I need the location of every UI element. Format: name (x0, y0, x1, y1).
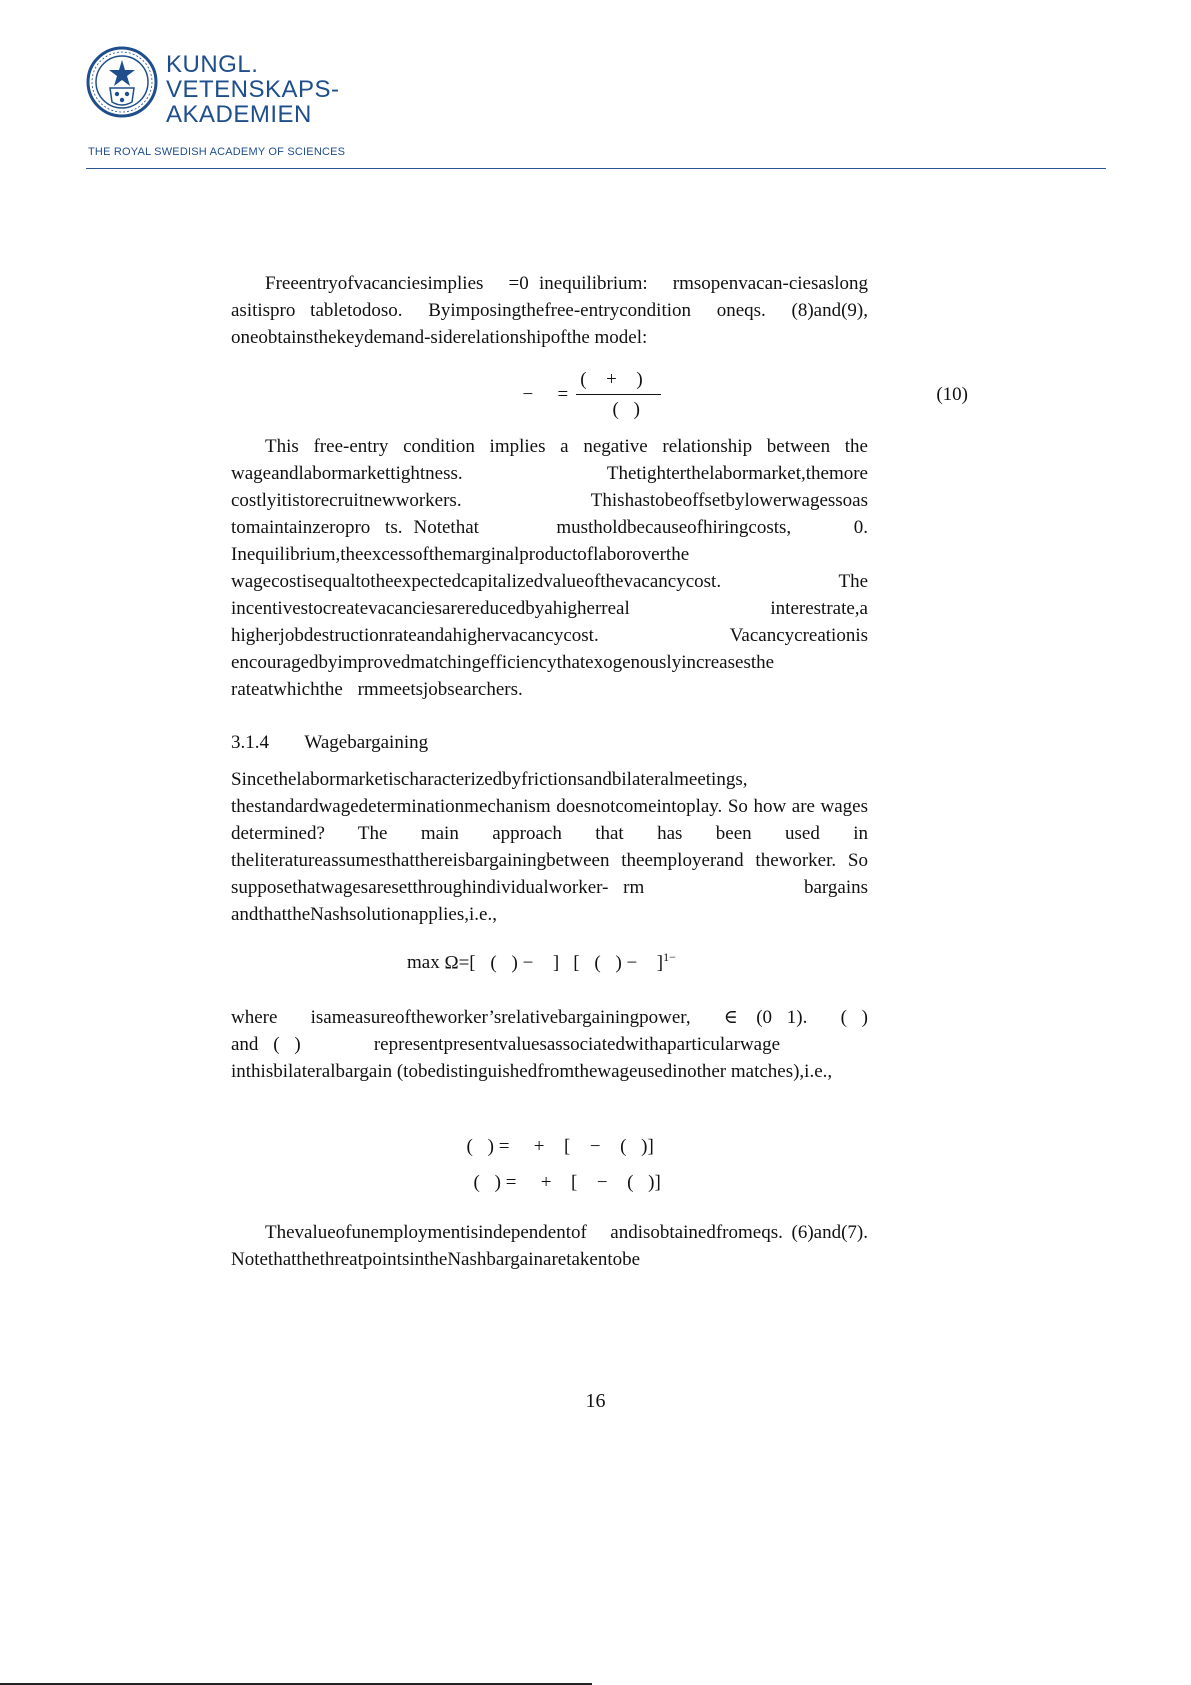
subsection-heading (231, 729, 868, 756)
value-equation-1: 􏰀􏰀(􏰀) = 􏰀 + 􏰀[􏰀 − 􏰀(􏰀)]􏰀 (437, 1136, 669, 1157)
equation-10 (231, 365, 968, 427)
org-name-line-1: KUNGL. (166, 51, 259, 78)
paragraph-bargaining-power: where􏰀 isameasureoftheworker’srelativebargainingpower,􏰀 ∈ (0􏰀1). 􏰀(􏰀) and􏰀(􏰀) representpresentvaluesassociatedwithaparticularwage 􏰀 inthisbilateralbargain (tobedistinguishedfromthewageusedinother matches),i.e., (231, 1007, 868, 1082)
nash-trailing: 􏰀 (690, 952, 705, 974)
nash-expression-2: [􏰀(􏰀) − 􏰀] (573, 952, 664, 974)
equation-number: (10) (936, 384, 968, 405)
organization-name (166, 52, 426, 127)
nash-exponent-1: 􏰀 (559, 950, 569, 964)
paragraph-unemployment-value: Thevalueofunemploymentisindependentof􏰀 andisobtainedfromeqs. (6)and(7). NotethatthethreatpointsintheNashbargainaretakentobe (231, 1222, 868, 1270)
nash-exponent-2: 1−􏰀 (663, 950, 686, 964)
paragraph-negative-relationship: This free-entry condition implies a negative relationship between the wageandlabormarkettightness. Thetighterthelabormarket,themore costlyitistorecruitnewworkers. Thishastobeoffsetbylowerwagessoas tomaintainzeropro􏰁ts. Notethat􏰀 􏰀 􏰀 mustholdbecauseofhiringcosts, 􏰀 􏰀 0. Inequilibrium,theexcessofthemarginalproductoflaboroverthe wagecostisequaltotheexpectedcapitalizedvalueofthevacancycost. The incentivestocreatevacanciesarereducedbyahigherreal interestrate,a higherjobdestructionrateandahighervacancycost. Vacancycreationis encouragedbyimprovedmatchingefficiencythatexogenouslyincreasesthe rateatwhichthe􏰁rmmeetsjobsearchers. (231, 436, 868, 700)
nash-max-operator (407, 949, 440, 991)
value-equation-2: 􏰀􏰀(􏰀) = 􏰀 + 􏰀[􏰀 − 􏰀(􏰀)]􏰀 (444, 1172, 676, 1193)
equation-10-trailing: 􏰀 (669, 383, 685, 405)
equation-10-lhs: 􏰀 − 􏰀 = (503, 383, 569, 405)
nash-expression-1: Ω=[􏰀(􏰀) − 􏰀] (444, 952, 560, 974)
academy-seal-logo (86, 46, 158, 118)
nash-equation (231, 940, 868, 1000)
paragraph-free-entry: Freeentryofvacanciesimplies􏰀 =0 inequilibrium: 􏰁rmsopenvacan-ciesaslong asitispro􏰁tabletodoso. Byimposingthefree-entrycondition oneqs. (8)and(9), oneobtainsthekeydemand-siderelationshipofthe model: (231, 273, 868, 348)
page-number: 16 (585, 1390, 606, 1412)
equation-10-fraction (576, 366, 661, 423)
equation-10-numerator: (􏰀 + 􏰀)􏰀 (576, 366, 661, 395)
nash-max-subscript: 􏰀 (421, 975, 432, 991)
value-equations (231, 1127, 868, 1203)
nash-max-label: max (407, 952, 440, 974)
organization-subtitle: THE ROYAL SWEDISH ACADEMY OF SCIENCES (88, 146, 346, 158)
subsection-title: Wagebargaining (304, 732, 429, 753)
page-body (231, 270, 968, 1273)
header-divider (86, 168, 1106, 169)
equation-10-denominator: 􏰀(􏰀) (597, 398, 640, 420)
paragraph-wage-bargaining: Sincethelabormarketischaracterizedbyfrictionsandbilateralmeetings, thestandardwagedeterminationmechanism doesnotcomeintoplay. So how are wages determined? The main approach that has been used in theliteratureassumesthatthereisbargainingbetween theemployerand theworker. So supposethatwagesaresetthroughindividualworker-􏰁rm bargains andthattheNashsolutionapplies,i.e., (231, 769, 868, 925)
org-name-line-2: VETENSKAPS- (166, 76, 340, 103)
subsection-number: 3.1.4 (231, 732, 269, 753)
org-name-line-3: AKADEMIEN (166, 101, 312, 128)
